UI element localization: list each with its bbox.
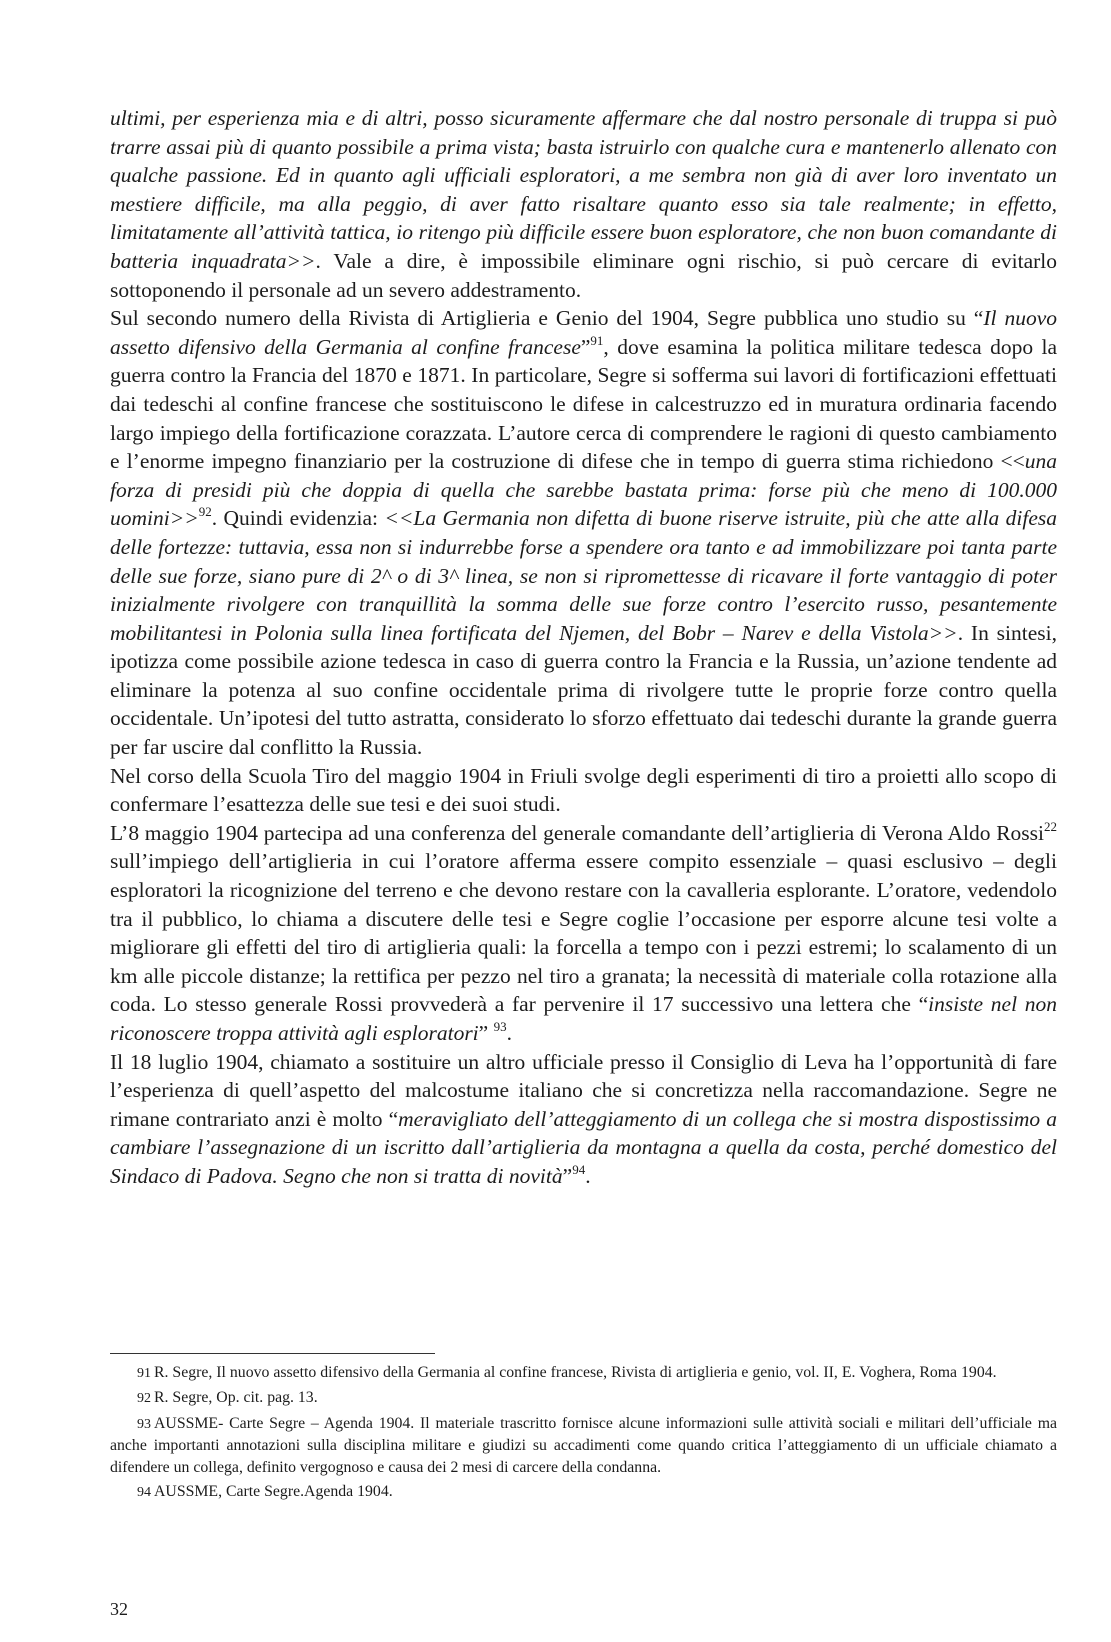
page-number: 32 <box>110 1599 128 1619</box>
footnote-ref: 91 <box>590 332 604 348</box>
paragraph <box>110 104 1057 304</box>
footnote <box>110 1481 1057 1503</box>
footnote <box>110 1387 1057 1409</box>
text-run: . Vale a dire, è impossibile eliminare ogni rischio, si può cercare di evitarlo sottoponendo il personale ad un severo addestramento. <box>110 248 1057 302</box>
text-run: ” <box>580 334 591 359</box>
footnote-number: 93 <box>137 1416 151 1432</box>
italic-run: una forza di presidi più che doppia di quella che sarebbe bastata prima: forse più che meno di 100.000 uomini>> <box>110 449 1057 531</box>
paragraph <box>110 762 1057 819</box>
paragraph <box>110 819 1057 1048</box>
text-run: , dove esamina la politica militare tedesca dopo la guerra contro la Francia del 1870 e 1871. In particolare, Segre si sofferma sui lavori di fortificazioni effettuati dai tedeschi al confine francese che sostituiscono le difese in calcestruzzo ed in muratura ordinaria facendo largo impiego della fortificazione corazzata. L’autore cerca di comprendere le ragioni di questo cambiamento e l’enorme impegno finanziario per la costruzione di difese che in tempo di guerra stima richiedono << <box>110 334 1057 474</box>
footnote-number: 92 <box>137 1391 151 1407</box>
text-run: Sul secondo numero della Rivista di Artiglieria e Genio del 1904, Segre pubblica uno studio su “ <box>110 306 984 331</box>
italic-run: Il nuovo assetto difensivo della Germania al confine francese <box>110 306 1057 359</box>
footnote-number: 91 <box>137 1366 151 1381</box>
footnote-text: AUSSME, Carte Segre.Agenda 1904. <box>154 1483 393 1501</box>
text-run: . <box>585 1163 591 1188</box>
text-run: Nel corso della Scuola Tiro del maggio 1904 in Friuli svolge degli esperimenti di tiro a proietti allo scopo di confermare l’esattezza delle sue tesi e dei suoi studi. <box>110 763 1057 817</box>
text-run: . <box>506 1021 512 1045</box>
footnote-text: R. Segre, Op. cit. pag. 13. <box>154 1389 318 1407</box>
footnote <box>110 1362 1057 1384</box>
footnote <box>110 1413 1057 1478</box>
text-run: sull’impiego dell’artiglieria in cui l’oratore afferma essere compito essenziale – quasi esclusivo – degli esploratori la ricognizione del terreno e che devono restare con la cavalleria esplorante. L’oratore, vedendolo tra il pubblico, lo chiama a discutere delle tesi e Segre coglie l’occasione per esporre alcune tesi volte a migliorare gli effetti del tiro di artiglieria quali: la forcella a tempo con i pezzi estremi; lo scalamento di un km alle piccole distanze; la rettifica per pezzo nel tiro a granata; la necessità di materiale colla rotazione alla coda. Lo stesso generale Rossi provvederà a far pervenire il 17 successivo una lettera che “ <box>110 849 1057 1017</box>
text-run: . In sintesi, ipotizza come possibile azione tedesca in caso di guerra contro la Francia e la Russia, un’azione tendente ad eliminare la potenza al suo confine occidentale prima di rivolgere tutte le proprie forze contro quella occidentale. Un’ipotesi del tutto astratta, considerato lo sforzo effettuato dai tedeschi durante la grande guerra per far uscire dal conflitto la Russia. <box>110 620 1058 760</box>
footnote-ref: 92 <box>198 504 212 520</box>
footnotes <box>110 1362 1057 1506</box>
footnote-text: R. Segre, Il nuovo assetto difensivo della Germania al confine francese, Rivista di artiglieria e genio, vol. II, E. Voghera, Roma 1904. <box>154 1364 997 1381</box>
italic-run: ultimi, per esperienza mia e di altri, posso sicuramente affermare che dal nostro personale di truppa si può trarre assai più di quanto possibile a prima vista; basta istruirlo con qualche cura e mantenerlo allenato con qualche passione. Ed in quanto agli ufficiali esploratori, a me sembra non già di aver loro inventato un mestiere difficile, ma alla peggio, di aver fatto risaltare quanto esso sia tale realmente; in effetto, limitatamente all’attività tattica, io ritengo più difficile essere buon esploratore, che non buon comandante di batteria inquadrata>> <box>110 106 1057 273</box>
text-run: ” <box>478 1021 494 1045</box>
italic-run: <<La Germania non difetta di buone riserve istruite, più che atte alla difesa delle fortezze: tuttavia, essa non si indurrebbe forse a spendere ora tanto e ad immobilizzare poi tanta parte delle sue forze, siano pure di 2^ o di 3^ linea, se non si ripromettesse di ricavare il forte vantaggio di poter inizialmente rivolgere con tranquillità la somma delle sue forze contro l’esercito russo, pesantemente mobilitantesi in Polonia sulla linea fortificata del Njemen, del Bobr – Narev e della Vistola>> <box>110 506 1057 645</box>
italic-run: insiste nel non riconoscere troppa attività agli esploratori <box>110 992 1057 1045</box>
text-run: ” <box>562 1163 573 1188</box>
text-run: Il 18 luglio 1904, chiamato a sostituire un altro ufficiale presso il Consiglio di Leva ha l’opportunità di fare l’esperienza di quell’aspetto del malcostume italiano che si concretizza nella raccomandazione. Segre ne rimane contrariato anzi è molto “ <box>110 1049 1057 1131</box>
footnote-text: AUSSME- Carte Segre – Agenda 1904. Il materiale trascritto fornisce alcune informazioni sulle attività sociali e militari dell’ufficiale ma anche importanti annotazioni sulla disciplina militare e giudizi su accadimenti come quando critica l’atteggiamento di un ufficiale chiamato a difendere un collega, definito vergognoso e causa dei 2 mesi di carcere della condanna. <box>110 1414 1057 1476</box>
footnote-divider <box>110 1353 435 1354</box>
footnote-ref: 22 <box>1044 818 1057 834</box>
footnote-number: 94 <box>137 1485 151 1501</box>
text-run: . Quindi evidenzia: <box>211 506 385 531</box>
footnote-ref: 94 <box>572 1161 586 1177</box>
paragraph <box>110 304 1057 762</box>
paragraph <box>110 1048 1057 1191</box>
italic-run: meravigliato dell’atteggiamento di un collega che si mostra dispostissimo a cambiare l’assegnazione di un iscritto dall’artiglieria da montagna a quella da costa, perché domestico del Sindaco di Padova. Segno che non si tratta di novità <box>110 1106 1057 1188</box>
footnote-ref: 93 <box>493 1018 507 1034</box>
body-text <box>110 104 1057 1191</box>
text-run: L’8 maggio 1904 partecipa ad una conferenza del generale comandante dell’artiglieria di Verona Aldo Rossi <box>110 820 1044 845</box>
